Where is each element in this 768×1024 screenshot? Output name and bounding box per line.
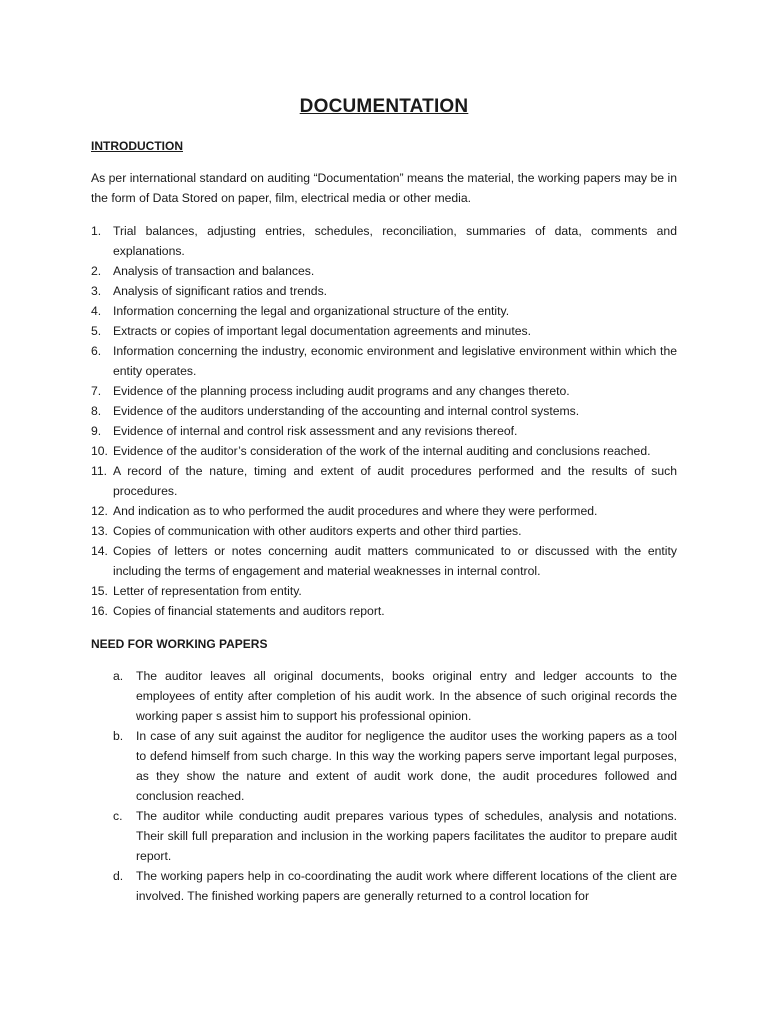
list-item bbox=[113, 806, 677, 866]
need-heading: NEED FOR WORKING PAPERS bbox=[91, 637, 268, 651]
item-text: The working papers help in co-coordinating the audit work where different locations of the client are involved. The finished working papers are generally returned to a control location for bbox=[136, 869, 677, 903]
item-text: Trial balances, adjusting entries, schedules, reconciliation, summaries of data, comments and explanations. bbox=[113, 224, 677, 258]
list-item bbox=[91, 401, 677, 421]
list-item bbox=[91, 441, 677, 461]
list-item bbox=[91, 381, 677, 401]
documentation-items-list bbox=[91, 221, 677, 621]
item-number: 8. bbox=[91, 404, 102, 418]
item-text: A record of the nature, timing and extent of audit procedures performed and the results of such procedures. bbox=[113, 464, 677, 498]
list-item bbox=[113, 666, 677, 726]
item-number: 7. bbox=[91, 384, 102, 398]
item-text: Copies of letters or notes concerning audit matters communicated to or discussed with the entity including the terms of engagement and material weaknesses in internal control. bbox=[113, 544, 677, 578]
item-number: 13. bbox=[91, 524, 108, 538]
item-text: Information concerning the industry, economic environment and legislative environment within which the entity operates. bbox=[113, 344, 677, 378]
item-number: 14. bbox=[91, 544, 108, 558]
list-item bbox=[91, 281, 677, 301]
list-item bbox=[91, 461, 677, 501]
item-number: 4. bbox=[91, 304, 102, 318]
item-letter: c. bbox=[113, 809, 123, 823]
list-item bbox=[91, 321, 677, 341]
item-text: And indication as to who performed the audit procedures and where they were performed. bbox=[113, 504, 598, 518]
item-letter: a. bbox=[113, 669, 124, 683]
item-text: Copies of financial statements and auditors report. bbox=[113, 604, 385, 618]
item-text: Extracts or copies of important legal documentation agreements and minutes. bbox=[113, 324, 531, 338]
list-item bbox=[113, 866, 677, 906]
item-letter: d. bbox=[113, 869, 124, 883]
list-item bbox=[91, 581, 677, 601]
item-number: 6. bbox=[91, 344, 102, 358]
item-text: Evidence of the planning process including audit programs and any changes thereto. bbox=[113, 384, 570, 398]
item-text: Copies of communication with other auditors experts and other third parties. bbox=[113, 524, 522, 538]
item-number: 5. bbox=[91, 324, 102, 338]
item-number: 16. bbox=[91, 604, 108, 618]
list-item bbox=[91, 501, 677, 521]
item-text: In case of any suit against the auditor for negligence the auditor uses the working papers as a tool to defend himself from such charge. In this way the working papers serve important legal purposes, as they show the nature and extent of audit work done, the audit procedures followed and conclusion reached. bbox=[136, 729, 677, 803]
list-item bbox=[91, 261, 677, 281]
list-item bbox=[91, 341, 677, 381]
item-text: Letter of representation from entity. bbox=[113, 584, 302, 598]
item-text: Information concerning the legal and organizational structure of the entity. bbox=[113, 304, 510, 318]
list-item bbox=[113, 726, 677, 806]
list-item bbox=[91, 541, 677, 581]
list-item bbox=[91, 521, 677, 541]
list-item bbox=[91, 301, 677, 321]
introduction-heading: INTRODUCTION bbox=[91, 139, 183, 153]
page-title: DOCUMENTATION bbox=[299, 96, 469, 117]
item-number: 10. bbox=[91, 444, 108, 458]
item-text: Evidence of the auditors understanding of the accounting and internal control systems. bbox=[113, 404, 580, 418]
item-letter: b. bbox=[113, 729, 124, 743]
item-text: Analysis of transaction and balances. bbox=[113, 264, 315, 278]
item-number: 12. bbox=[91, 504, 108, 518]
list-item bbox=[91, 421, 677, 441]
item-number: 15. bbox=[91, 584, 108, 598]
need-items-list bbox=[113, 666, 677, 906]
item-text: Evidence of internal and control risk assessment and any revisions thereof. bbox=[113, 424, 518, 438]
list-item bbox=[91, 221, 677, 261]
item-number: 11. bbox=[91, 464, 108, 478]
item-text: The auditor while conducting audit prepares various types of schedules, analysis and notations. Their skill full preparation and inclusion in the working papers facilitates the auditor to prepare audit report. bbox=[136, 809, 677, 863]
item-number: 3. bbox=[91, 284, 102, 298]
item-text: Analysis of significant ratios and trends. bbox=[113, 284, 328, 298]
introduction-paragraph: As per international standard on auditing “Documentation” means the material, the working papers may be in the form of Data Stored on paper, film, electrical media or other media. bbox=[91, 171, 677, 205]
item-number: 1. bbox=[91, 224, 102, 238]
list-item bbox=[91, 601, 677, 621]
item-text: Evidence of the auditor’s consideration of the work of the internal auditing and conclusions reached. bbox=[113, 444, 651, 458]
item-text: The auditor leaves all original documents, books original entry and ledger accounts to the employees of entity after completion of his audit work. In the absence of such original records the working paper s assist him to support his professional opinion. bbox=[136, 669, 677, 723]
item-number: 2. bbox=[91, 264, 102, 278]
item-number: 9. bbox=[91, 424, 102, 438]
